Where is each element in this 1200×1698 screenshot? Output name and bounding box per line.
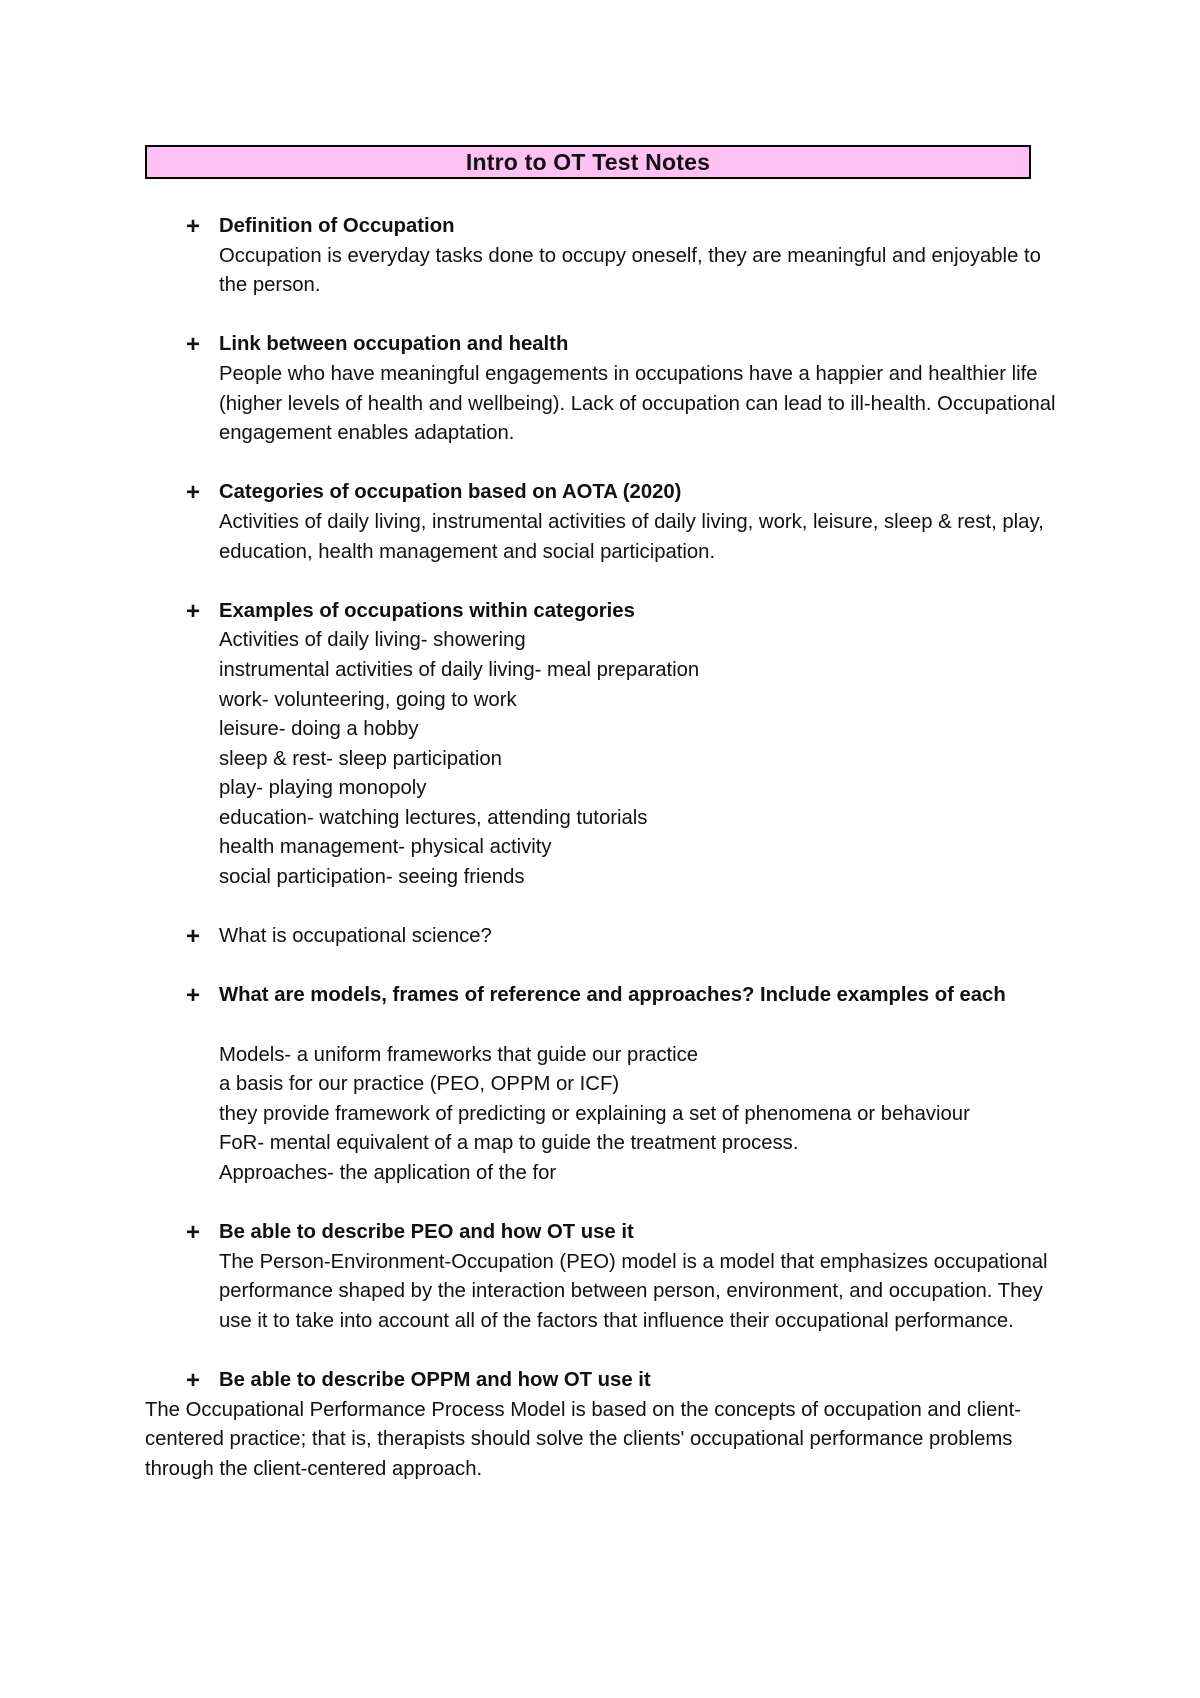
notes-content [145,212,1065,1514]
section-body: People who have meaningful engagements in occupations have a happier and healthier life (higher levels of health and wellbeing). Lack of occupation can lead to ill-health. Occupational engagement enables adaptation. [219,362,1056,445]
section-heading: What is occupational science? [219,925,492,948]
section-definition-of-occupation [145,212,1065,301]
plus-bullet-icon: + [185,331,200,359]
plus-bullet-icon: + [185,923,200,951]
section-peo-model [145,1218,1065,1336]
document-title: Intro to OT Test Notes [465,148,711,175]
example-line: work- volunteering, going to work [219,688,517,711]
section-occupation-and-health [145,330,1065,448]
models-line: Approaches- the application of the for [219,1162,557,1184]
section-oppm-model [145,1366,1065,1484]
example-line: health management- physical activity [219,836,552,859]
section-heading: Be able to describe PEO and how OT use it [219,1221,634,1244]
title-banner [145,145,1031,179]
models-line: FoR- mental equivalent of a map to guide the treatment process. [219,1132,799,1155]
section-heading: Be able to describe OPPM and how OT use it [219,1369,651,1392]
section-body: Occupation is everyday tasks done to occupy oneself, they are meaningful and enjoyable to the person. [219,244,1041,297]
section-examples-of-occupations [145,597,1065,893]
models-line: a basis for our practice (PEO, OPPM or ICF) [219,1073,620,1096]
section-body: Activities of daily living, instrumental activities of daily living, work, leisure, sleep & rest, play, education, health management and social participation. [219,510,1044,563]
section-heading: What are models, frames of reference and approaches? Include examples of each [219,984,1006,1007]
example-line: leisure- doing a hobby [219,718,419,741]
section-occupational-science [145,922,1065,952]
section-heading: Definition of Occupation [219,215,455,237]
example-line: sleep & rest- sleep participation [219,747,502,770]
plus-bullet-icon: + [185,597,200,625]
section-heading: Link between occupation and health [219,333,569,356]
example-line: instrumental activities of daily living- meal preparation [219,658,700,681]
section-heading: Examples of occupations within categories [219,599,635,622]
plus-bullet-icon: + [185,1367,200,1395]
blank-line [219,1011,1065,1041]
example-line: education- watching lectures, attending tutorials [219,806,648,829]
section-categories-of-occupation [145,478,1065,567]
plus-bullet-icon: + [185,982,200,1010]
plus-bullet-icon: + [185,213,200,240]
plus-bullet-icon: + [185,479,200,507]
section-models-frames-approaches [145,981,1065,1188]
example-line: play- playing monopoly [219,777,427,800]
section-heading: Categories of occupation based on AOTA (2020) [219,481,682,504]
section-body: The Occupational Performance Process Model is based on the concepts of occupation and client-centered practice; that is, therapists should solve the clients' occupational performance problems through the client-centered approach. [145,1398,1021,1480]
plus-bullet-icon: + [185,1219,200,1247]
example-line: social participation- seeing friends [219,866,525,889]
models-line: Models- a uniform frameworks that guide our practice [219,1043,699,1066]
example-line: Activities of daily living- showering [219,629,526,652]
section-body: The Person-Environment-Occupation (PEO) model is a model that emphasizes occupational performance shaped by the interaction between person, environment, and occupation. They use it to take into account all of the factors that influence their occupational performance. [219,1250,1048,1332]
models-line: they provide framework of predicting or explaining a set of phenomena or behaviour [219,1102,970,1125]
